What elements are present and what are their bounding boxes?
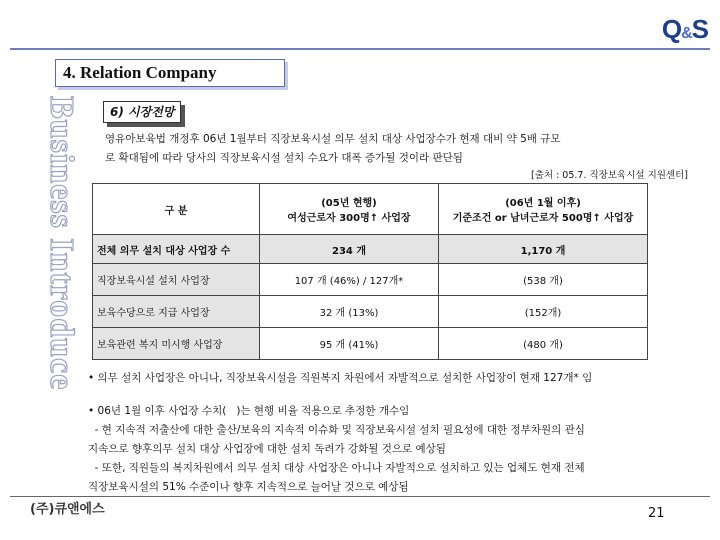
section-title-box — [55, 59, 285, 87]
cell-2006: (538 개) — [439, 264, 648, 296]
header-category: 구 분 — [93, 184, 260, 235]
table-row — [93, 264, 648, 296]
logo-q: Q — [661, 14, 682, 44]
cell-2006: (152개) — [439, 296, 648, 328]
note-voluntary: • 의무 설치 사업장은 아니나, 직장보육시설을 직원복지 차원에서 자발적으로 설치한 사업장이 현재 127개* 임 — [88, 372, 593, 384]
row-label: 보육관련 복지 미시행 사업장 — [93, 328, 260, 360]
note-line: - 현 지속적 저출산에 대한 출산/보육의 지속적 이슈화 및 직장보육시설 설치 필요성에 대한 정부차원의 관심 — [88, 424, 585, 436]
cell-2006: 1,170 개 — [439, 235, 648, 264]
note-line: - 또한, 직원들의 복지차원에서 의무 설치 대상 사업장은 아니나 자발적으로 설치하고 있는 업체도 현재 전체 — [88, 462, 585, 474]
table-header-row — [93, 184, 648, 235]
sidebar-text: Business Introduce — [43, 96, 80, 391]
logo-s: S — [691, 14, 708, 44]
row-label: 직장보육시설 설치 사업장 — [93, 264, 260, 296]
cell-2005: 234 개 — [260, 235, 439, 264]
table-row — [93, 328, 648, 360]
vertical-sidebar — [38, 96, 84, 426]
market-table — [92, 183, 648, 360]
company-name: (주)큐앤에스 — [30, 502, 105, 517]
cell-2005: 32 개 (13%) — [260, 296, 439, 328]
note-estimate — [88, 402, 698, 497]
header-2005: (05년 현행) 여성근로자 300명↑ 사업장 — [260, 184, 439, 235]
header-divider — [10, 48, 710, 50]
source-note: [출처 : 05.7. 직장보육시설 지원센터] — [531, 170, 688, 181]
note-line: • 06년 1월 이후 사업장 수치( )는 현행 비율 적용으로 추정한 개수임 — [88, 405, 410, 417]
company-logo — [662, 14, 708, 45]
footer-divider — [10, 496, 710, 497]
paragraph-line: 로 확대됨에 따라 당사의 직장보육시설 설치 수요가 대폭 증가될 것이라 판단됨 — [105, 152, 463, 164]
logo-amp: & — [681, 25, 692, 42]
cell-2006: (480 개) — [439, 328, 648, 360]
page-number: 21 — [648, 506, 665, 521]
table-row — [93, 296, 648, 328]
row-label: 전체 의무 설치 대상 사업장 수 — [93, 235, 260, 264]
header-2006: (06년 1월 이후) 기준조건 or 남녀근로자 500명↑ 사업장 — [439, 184, 648, 235]
row-label: 보육수당으로 지급 사업장 — [93, 296, 260, 328]
cell-2005: 107 개 (46%) / 127개* — [260, 264, 439, 296]
paragraph-line: 영유아보육법 개정후 06년 1월부터 직장보육시설 의무 설치 대상 사업장수가 현재 대비 약 5배 규모 — [105, 133, 561, 145]
section-title: 4. Relation Company — [63, 63, 217, 82]
cell-2005: 95 개 (41%) — [260, 328, 439, 360]
subtitle: 6) 시장전망 — [103, 101, 181, 123]
note-line: 지속으로 향후의무 설치 대상 사업장에 대한 설치 독려가 강화될 것으로 예상됨 — [88, 443, 446, 455]
intro-paragraph — [105, 130, 695, 168]
table-row — [93, 235, 648, 264]
note-line: 직장보육시설의 51% 수준이나 향후 지속적으로 늘어날 것으로 예상됨 — [88, 481, 409, 493]
